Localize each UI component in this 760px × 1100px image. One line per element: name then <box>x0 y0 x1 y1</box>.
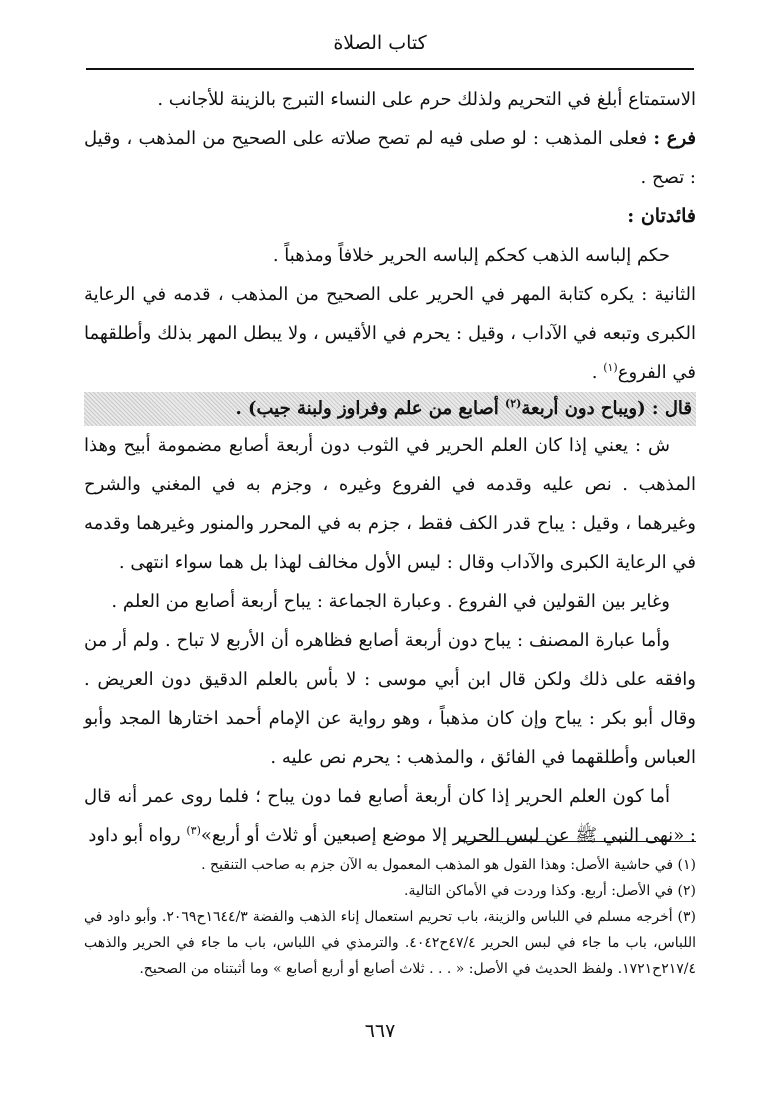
footnote-ref-1: (١) <box>603 361 618 374</box>
matn-quote <box>84 392 696 426</box>
footnote-ref-3: (٣) <box>186 824 201 837</box>
footnotes <box>84 852 696 982</box>
matn-quote-end: أصابع من علم وفراوز ولبنة جيب) . <box>235 398 506 419</box>
paragraph-4-end: . <box>591 362 604 383</box>
paragraph-4-text: الثانية : يكره كتابة المهر في الحرير على الصحيح من المذهب ، قدمه في الرعاية الكبرى وتبعه في الآداب ، وقيل : يحرم في الأقيس ، ولا يبطل المهر بذلك وأطلقهما في الفروع <box>84 284 696 383</box>
paragraph-6: وغاير بين القولين في الفروع . وعبارة الجماعة : يباح أربعة أصابع من العلم . <box>111 591 670 612</box>
paragraph-3: حكم إلباسه الذهب كحكم إلباسه الحرير خلافاً ومذهباً . <box>272 245 670 266</box>
paragraph-1: الاستمتاع أبلغ في التحريم ولذلك حرم على النساء التبرج بالزينة للأجانب . <box>157 89 696 110</box>
paragraph-7: وأما عبارة المصنف : يباح دون أربعة أصابع فظاهره أن الأربع لا تباح . ولم أر من وافقه على ذلك ولكن قال ابن أبي موسى : لا بأس بالعلم الدقيق دون العريض . وقال أبو بكر : يباح وإن كان مذهباً ، وهو رواية عن الإمام أحمد اختارها المجد وأبو العباس وأطلقهما في الفائق ، والمذهب : يحرم نص عليه . <box>84 630 696 768</box>
paragraph-8-text: أما كون العلم الحرير إذا كان أربعة أصابع فما دون يباح ؛ فلما روى عمر أنه قال : «نهى النبي ﷺ عن لبس الحرير إلا موضع إصبعين أو ثلاث أو أربع» <box>84 786 696 846</box>
footnote-1: (١) في حاشية الأصل: وهذا القول هو المذهب المعمول به الآن جزم به صاحب التنقيح . <box>201 857 696 873</box>
paragraph-8 <box>84 777 696 855</box>
main-text <box>84 80 696 855</box>
page-number: ٦٦٧ <box>364 1020 396 1042</box>
section-heading: فائدتان : <box>627 205 696 227</box>
matn-quote-text: قال : (ويباح دون أربعة <box>521 398 692 419</box>
footnote-2: (٢) في الأصل: أربع. وكذا وردت في الأماكن التالية. <box>404 883 696 899</box>
paragraph-2 <box>84 119 696 197</box>
paragraph-4 <box>84 275 696 392</box>
paragraph-8-end: رواه أبو داود <box>88 825 187 846</box>
paragraph-5: ش : يعني إذا كان العلم الحرير في الثوب دون أربعة أصابع مضمومة أبيح وهذا المذهب . نص عليه وقدمه في الفروع وغيره ، وجزم به في المغني والشرح وغيرهما ، وقيل : يباح قدر الكف فقط ، جزم به في المحرر والمنور وغيرهما وقدمه في الرعاية الكبرى والآداب وقال : ليس الأول مخالف لهذا بل هما سواء انتهى . <box>84 435 696 573</box>
branch-label: فرع : <box>653 128 696 149</box>
footnote-3: (٣) أخرجه مسلم في اللباس والزينة، باب تحريم استعمال إناء الذهب والفضة ١٦٤٤/٣ح٢٠٦٩. وأبو داود في اللباس، باب ما جاء في لبس الحرير ٤٧/٤ح٤٠٤٢. والترمذي في اللباس، باب ما جاء في الحرير والذهب ٢١٧/٤ح١٧٢١. ولفظ الحديث في الأصل: « . . . ثلاث أصابع أو أربع أصابع » وما أثبتناه من الصحيح. <box>84 909 697 977</box>
footnote-ref-2: (٢) <box>505 397 522 410</box>
branch-text: فعلى المذهب : لو صلى فيه لم تصح صلاته على الصحيح من المذهب ، وقيل : تصح . <box>84 128 696 188</box>
header-rule <box>86 68 694 70</box>
footnote-rule <box>458 841 696 842</box>
running-header: كتاب الصلاة <box>333 32 427 54</box>
